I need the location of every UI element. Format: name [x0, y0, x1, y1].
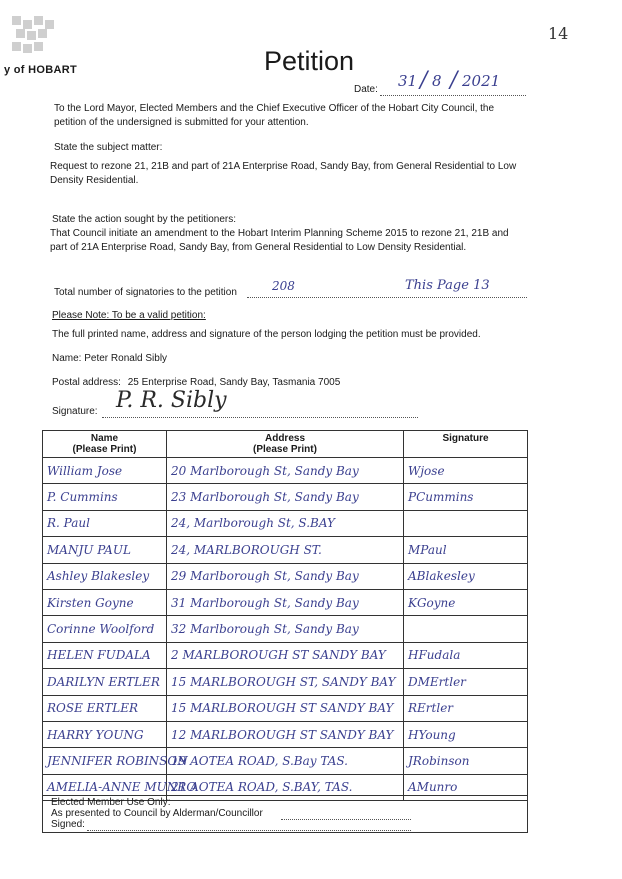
table-row — [43, 484, 528, 510]
row-signature: MPaul — [408, 542, 447, 557]
row-signature: Wjose — [408, 463, 445, 478]
total-label: Total number of signatories to the petition — [54, 287, 237, 298]
row-address: 31 Marlborough St, Sandy Bay — [171, 595, 359, 610]
row-name: Kirsten Goyne — [47, 595, 134, 610]
header-signature: Signature — [404, 431, 528, 458]
date-line — [380, 94, 526, 96]
header-address: Address (Please Print) — [167, 431, 404, 458]
org-name: y of HOBART — [4, 64, 77, 76]
table-row — [43, 510, 528, 536]
row-address: 29 Marlborough St, Sandy Bay — [171, 569, 359, 584]
row-name: HELEN FUDALA — [47, 648, 151, 663]
signed-line — [87, 829, 411, 831]
action-text: That Council initiate an amendment to the Hobart Interim Planning Scheme 2015 to rezone 21, 21B and part of 21A Enterprise Road, Sandy Bay, from General Residential to Low Density Residential. — [50, 228, 509, 253]
row-name: R. Paul — [47, 516, 90, 531]
row-address: 21 AOTEA ROAD, S.BAY, TAS. — [171, 780, 353, 795]
total-value: 208 — [272, 279, 295, 293]
signatures-table — [42, 430, 528, 801]
row-signature: DMErtler — [408, 674, 466, 689]
row-signature: PCummins — [408, 490, 474, 505]
row-name: Ashley Blakesley — [47, 569, 150, 584]
row-address: 20 Marlborough St, Sandy Bay — [171, 463, 359, 478]
row-signature: HYoung — [408, 727, 456, 742]
row-name: MANJU PAUL — [47, 542, 131, 557]
presented-by-label: As presented to Council by Alderman/Councillor — [51, 808, 263, 819]
row-address: 15 MARLBOROUGH ST SANDY BAY — [171, 701, 394, 716]
table-row — [43, 616, 528, 642]
total-page-note: This Page 13 — [405, 278, 490, 293]
lodger-signature: P. R. Sibly — [116, 388, 227, 413]
action-label: State the action sought by the petitioners: — [52, 214, 237, 225]
date-slash-1: / — [420, 68, 428, 93]
row-address: 24, Marlborough St, S.BAY — [171, 516, 335, 531]
signature-label: Signature: — [52, 406, 98, 417]
intro-text: To the Lord Mayor, Elected Members and the Chief Executive Officer of the Hobart City Council, the petition of the undersigned is submitted for your attention. — [54, 103, 495, 128]
row-name: JENNIFER ROBINSON — [47, 753, 188, 768]
table-row — [43, 748, 528, 774]
date-slash-2: / — [450, 68, 458, 93]
row-signature: JRobinson — [408, 753, 470, 768]
date-month: 8 — [432, 72, 442, 90]
row-address: 2 MARLBOROUGH ST SANDY BAY — [171, 648, 386, 663]
row-name: Corinne Woolford — [47, 622, 155, 637]
table-row — [43, 669, 528, 695]
elected-member-heading: Elected Member Use Only: — [51, 797, 171, 808]
row-address: 12 MARLBOROUGH ST SANDY BAY — [171, 727, 394, 742]
row-address: 32 Marlborough St, Sandy Bay — [171, 622, 359, 637]
date-day: 31 — [398, 72, 418, 90]
signature-line — [102, 416, 418, 418]
row-name: P. Cummins — [47, 490, 118, 505]
note-heading: Please Note: To be a valid petition: — [52, 310, 206, 321]
row-signature: RErtler — [408, 701, 454, 716]
total-line — [247, 296, 527, 298]
row-address: 23 Marlborough St, Sandy Bay — [171, 490, 359, 505]
hobart-logo — [12, 16, 56, 56]
row-name: William Jose — [47, 463, 123, 478]
row-address: 19 AOTEA ROAD, S.Bay TAS. — [171, 753, 348, 768]
page-number: 14 — [548, 24, 569, 43]
row-signature: HFudala — [408, 648, 461, 663]
presented-line — [281, 818, 411, 820]
row-name: AMELIA-ANNE MUNRO — [47, 780, 197, 795]
row-name: HARRY YOUNG — [47, 727, 144, 742]
row-signature: KGoyne — [408, 595, 456, 610]
signed-label: Signed: — [51, 819, 85, 830]
subject-label: State the subject matter: — [54, 142, 163, 153]
table-row — [43, 695, 528, 721]
row-name: ROSE ERTLER — [47, 701, 139, 716]
name-label: Name: — [52, 353, 82, 364]
row-address: 15 MARLBOROUGH ST, SANDY BAY — [171, 674, 396, 689]
table-row — [43, 563, 528, 589]
date-label: Date: — [354, 84, 378, 95]
table-row — [43, 721, 528, 747]
elected-member-box — [42, 795, 528, 833]
table-row — [43, 642, 528, 668]
row-address: 24, MARLBOROUGH ST. — [171, 542, 322, 557]
subject-text: Request to rezone 21, 21B and part of 21A Enterprise Road, Sandy Bay, from General Residential to Low Density Residential. — [50, 161, 517, 186]
row-signature: ABlakesley — [408, 569, 475, 584]
row-name: DARILYN ERTLER — [47, 674, 160, 689]
page-title: Petition — [264, 46, 355, 76]
table-row — [43, 458, 528, 484]
table-header-row — [43, 431, 528, 458]
lodger-address: 25 Enterprise Road, Sandy Bay, Tasmania 7005 — [127, 377, 341, 388]
date-year: 2021 — [462, 72, 501, 90]
address-label: Postal address: — [52, 377, 121, 388]
row-signature: AMunro — [408, 780, 458, 795]
note-text: The full printed name, address and signature of the person lodging the petition must be provided. — [52, 329, 481, 340]
table-row — [43, 537, 528, 563]
header-name: Name (Please Print) — [43, 431, 167, 458]
lodger-name: Peter Ronald Sibly — [84, 353, 168, 364]
table-row — [43, 589, 528, 615]
